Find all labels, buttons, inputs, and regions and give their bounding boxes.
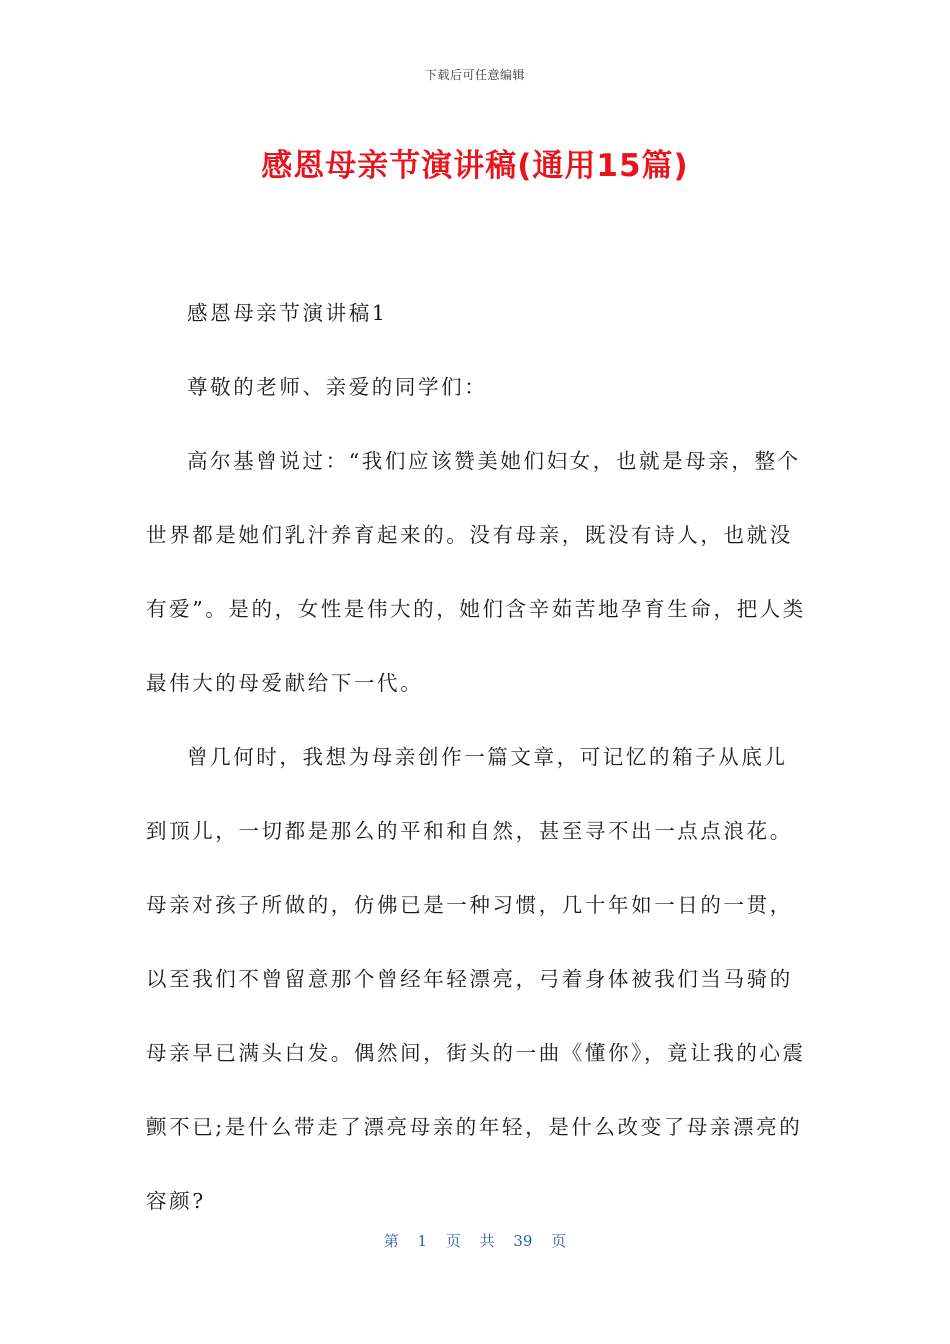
- salutation: 尊敬的老师、亲爱的同学们：: [187, 375, 488, 399]
- section-heading: 感恩母亲节演讲稿1: [187, 301, 388, 325]
- page-footer: [0, 1230, 950, 1251]
- document-body: [146, 276, 806, 1238]
- page-label-suffix: 页: [551, 1232, 567, 1250]
- page-label-mid: 页 共: [445, 1232, 495, 1250]
- current-page-number: 1: [417, 1232, 428, 1250]
- document-title: 感恩母亲节演讲稿(通用15篇): [261, 148, 689, 184]
- total-pages-number: 39: [513, 1232, 533, 1250]
- page-header-note: 下载后可任意编辑: [424, 68, 525, 82]
- body-paragraph: 曾几何时，我想为母亲创作一篇文章，可记忆的箱子从底儿到顶儿，一切都是那么的平和和自然，甚至寻不出一点点浪花。母亲对孩子所做的，仿佛已是一种习惯，几十年如一日的一贯，以至我们不曾留意那个曾经年轻漂亮，弓着身体被我们当马骑的母亲早已满头白发。偶然间，街头的一曲《懂你》，竟让我的心震颤不已;是什么带走了漂亮母亲的年轻，是什么改变了母亲漂亮的容颜?: [146, 745, 806, 1213]
- page-label-prefix: 第: [383, 1232, 399, 1250]
- body-paragraph: 高尔基曾说过：“我们应该赞美她们妇女，也就是母亲，整个世界都是她们乳汁养育起来的。没有母亲，既没有诗人，也就没有爱”。是的，女性是伟大的，她们含辛茹苦地孕育生命，把人类最伟大的母爱献给下一代。: [146, 449, 806, 695]
